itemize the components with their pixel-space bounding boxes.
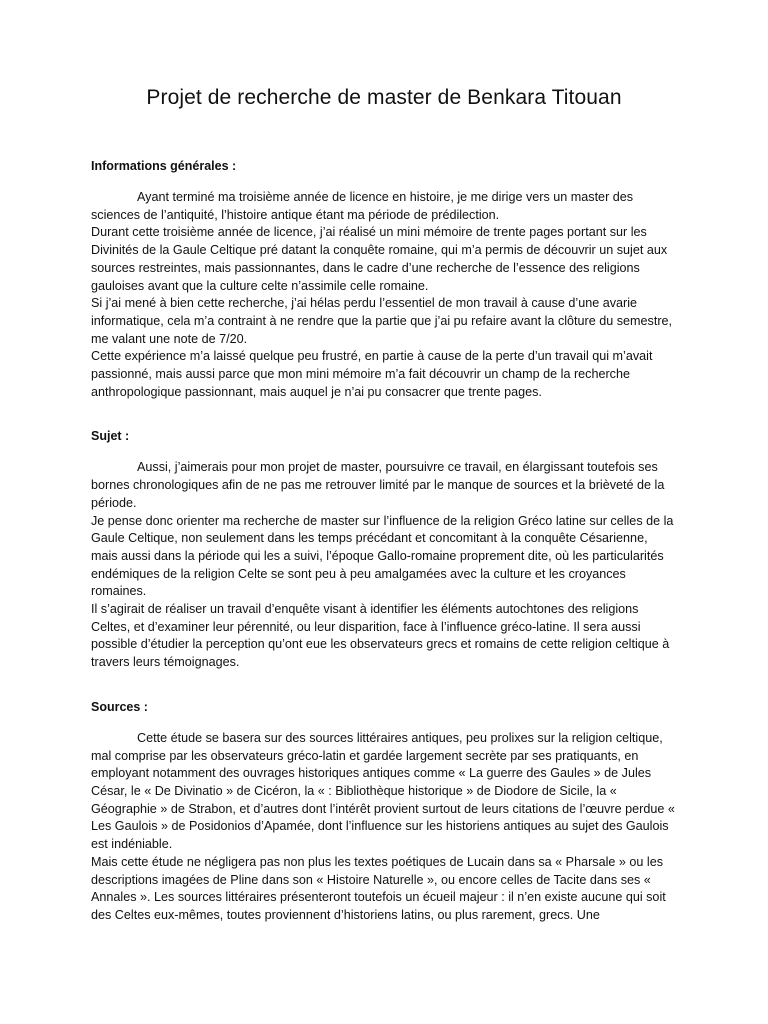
section-heading: Informations générales : (91, 159, 237, 173)
paragraph: Cette étude se basera sur des sources littéraires antiques, peu prolixes sur la religion celtique, mal comprise par les observateurs gréco-latin et gardée largement secrète par ses pratiquants, en employant notamment des ouvrages historiques antiques comme « La guerre des Gaules » de Jules César, le « De Divinatio » de Cicéron, la « : Bibliothèque historique » de Diodore de Sicile, la « Géographie » de Strabon, et d’autres dont l’intérêt provient surtout de leurs citations de l’œuvre perdue « Les Gaulois » de Posidonios d’Apamée, dont l’influence sur les historiens antiques au sujet des Gaulois est indéniable. (91, 730, 675, 852)
paragraph: Durant cette troisième année de licence, j’ai réalisé un mini mémoire de trente pages portant sur les Divinités de la Gaule Celtique pré datant la conquête romaine, qui m’a permis de découvrir un sujet aux sources restreintes, mais passionnantes, dans le cadre d’une recherche de l’essence des religions gauloises avant que la culture celte n’assimile celle romaine. (91, 225, 668, 293)
paragraph: Ayant terminé ma troisième année de licence en histoire, je me dirige vers un master des sciences de l’antiquité, l’histoire antique étant ma période de prédilection. (91, 190, 634, 222)
section-spacer (91, 672, 677, 700)
paragraph: Mais cette étude ne négligera pas non plus les textes poétiques de Lucain dans sa « Pharsale » ou les descriptions imagées de Pline dans son « Histoire Naturelle », ou encore celles de Tacite dans ses « Annales ». Les sources littéraires présenteront toutefois un écueil majeur : il n’en existe aucune qui soit des Celtes eux-mêmes, toutes proviennent d’historiens latins, ou plus rarement, grecs. Une (91, 854, 666, 922)
section-spacer (91, 401, 677, 429)
paragraph: Si j’ai mené à bien cette recherche, j’ai hélas perdu l’essentiel de mon travail à cause d’une avarie informatique, cela m’a contraint à ne rendre que la partie que j’ai pu refaire avant la clôture du semestre, me valant une note de 7/20. (91, 296, 673, 346)
document-title: Projet de recherche de master de Benkara Titouan (146, 86, 622, 109)
section-general-info (91, 159, 677, 401)
paragraph: Cette expérience m’a laissé quelque peu frustré, en partie à cause de la perte d’un travail qui m’avait passionné, mais aussi parce que mon mini mémoire m’a fait découvrir un champ de la recherche anthropologique passionnant, mais auquel je n’ai pu consacrer que trente pages. (91, 349, 653, 399)
section-heading: Sources : (91, 699, 148, 714)
document-page (91, 86, 677, 925)
paragraph: Aussi, j’aimerais pour mon projet de master, poursuivre ce travail, en élargissant toutefois ses bornes chronologiques afin de ne pas me retrouver limité par le manque de sources et la brièveté de la période. (91, 460, 665, 510)
section-sources (91, 700, 677, 925)
section-subject (91, 429, 677, 671)
section-heading: Sujet : (91, 429, 130, 444)
paragraph: Je pense donc orienter ma recherche de master sur l’influence de la religion Gréco latine sur celles de la Gaule Celtique, non seulement dans les temps précédant et concomitant à la conquête Césarienne, mais aussi dans la période qui les a suivi, l’époque Gallo-romaine proprement dite, où les particularités endémiques de la religion Celte se sont peu à peu amalgamées avec la culture et les croyances romaines. (91, 513, 674, 599)
paragraph: Il s’agirait de réaliser un travail d’enquête visant à identifier les éléments autochtones des religions Celtes, et d’examiner leur pérennité, ou leur disparition, face à l’influence gréco-latine. Il sera aussi possible d’étudier la perception qu’ont eue les observateurs grecs et romains de cette religion celtique à travers leurs témoignages. (91, 602, 670, 670)
